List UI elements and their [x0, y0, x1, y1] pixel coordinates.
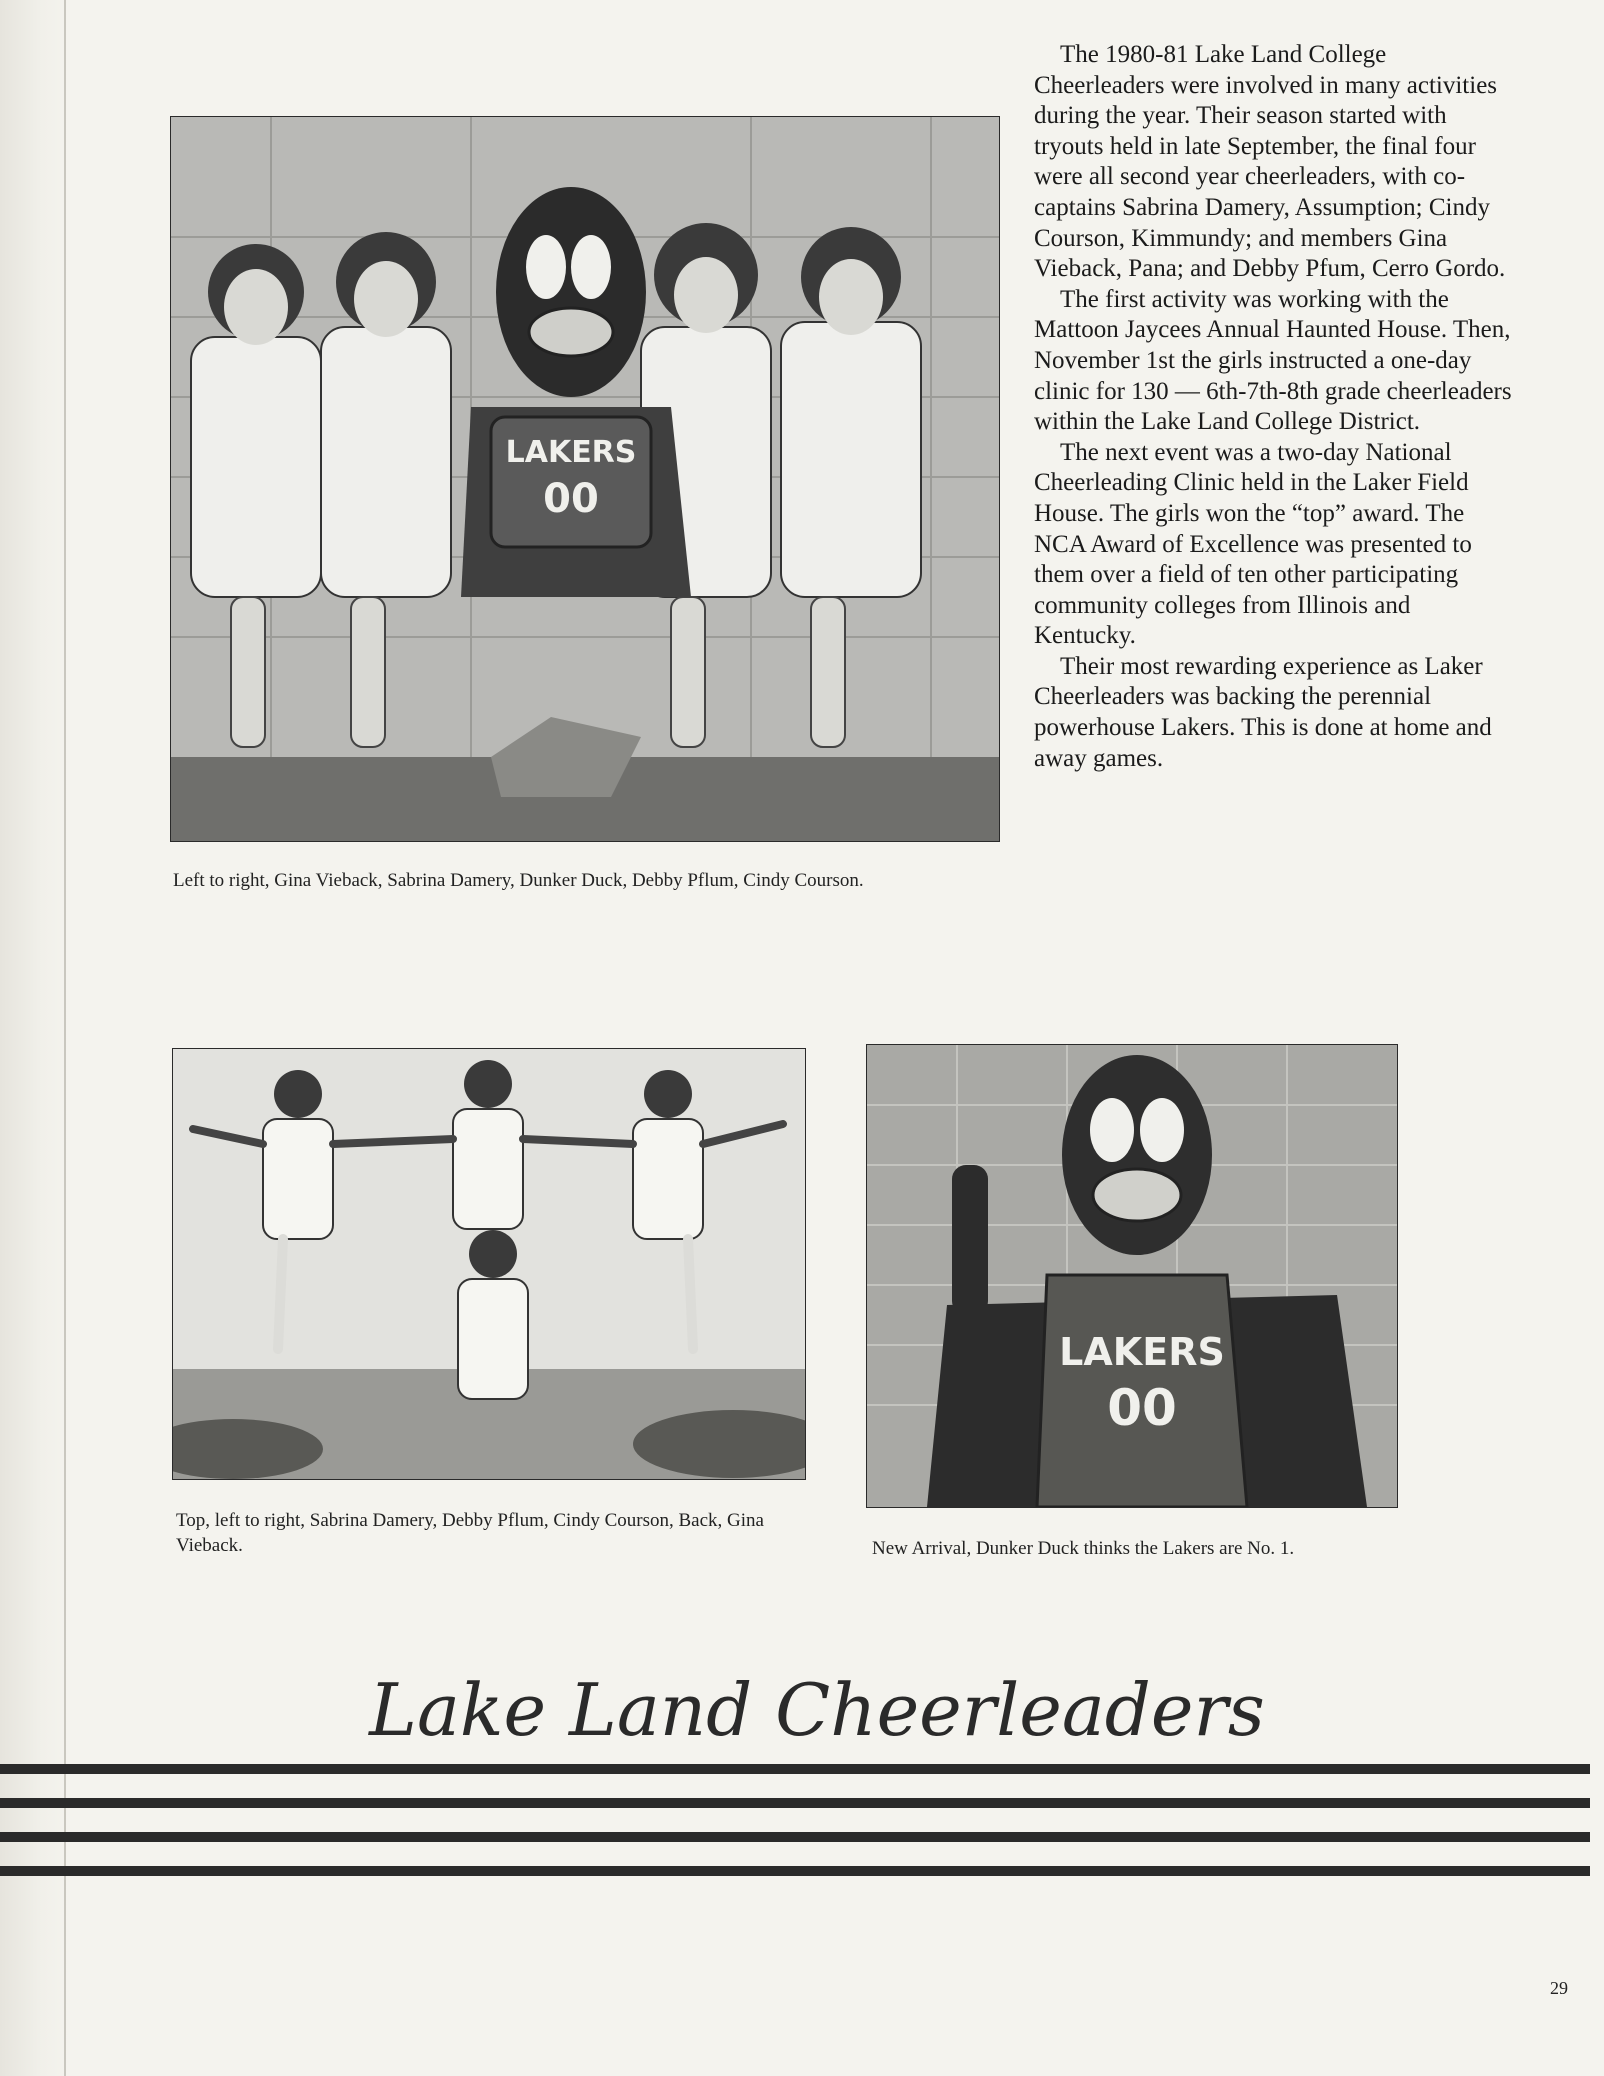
decorative-stripe — [0, 1866, 1590, 1876]
article-paragraph: The first activity was working with the Mattoon Jaycees Annual Haunted House. Then, November 1st the girls instructed a one-day clinic for 130 — 6th-7th-8th grade cheerleaders within the Lake Land College District. — [1034, 285, 1512, 436]
article-paragraph: The next event was a two-day National Cheerleading Clinic held in the Laker Field House. The girls won the “top” award. The NCA Award of Excellence was presented to them over a field of ten other participating community colleges from Illinois and Kentucky. — [1034, 438, 1472, 650]
mascot-closeup-jersey-number: 00 — [1107, 1379, 1177, 1437]
article-paragraph: Their most rewarding experience as Laker Cheerleaders was backing the perennial powerhouse Lakers. This is done at home and away games. — [1034, 652, 1492, 772]
pyramid-photo-caption: Top, left to right, Sabrina Damery, Debby Pflum, Cindy Courson, Back, Gina Vieback. — [176, 1510, 764, 1556]
decorative-stripe — [0, 1832, 1590, 1842]
pyramid-pose-photo — [172, 1048, 806, 1480]
page-number: 29 — [1550, 1978, 1568, 1998]
pyramid-photo-illustration — [173, 1049, 805, 1479]
group-photo-caption: Left to right, Gina Vieback, Sabrina Damery, Dunker Duck, Debby Pflum, Cindy Courson. — [173, 870, 864, 891]
mascot-jersey-text: LAKERS — [505, 435, 637, 470]
group-photo-with-mascot — [170, 116, 1000, 842]
mascot-closeup-jersey-text: LAKERS — [1059, 1330, 1225, 1374]
mascot-photo-illustration — [867, 1045, 1397, 1507]
article-body — [1034, 40, 1514, 774]
group-photo-illustration — [171, 117, 999, 841]
mascot-photo-caption: New Arrival, Dunker Duck thinks the Lakers are No. 1. — [872, 1538, 1295, 1559]
article-paragraph: The 1980-81 Lake Land College Cheerleaders were involved in many activities during the year. Their season started with tryouts held in late September, the final four were all second year cheerleaders, with co-captains Sabrina Damery, Assumption; Cindy Courson, Kimmundy; and members Gina Vieback, Pana; and Debby Pfum, Cerro Gordo. — [1034, 41, 1506, 283]
decorative-stripe — [0, 1798, 1590, 1808]
decorative-stripe — [0, 1764, 1590, 1774]
mascot-closeup-photo — [866, 1044, 1398, 1508]
mascot-jersey-number: 00 — [543, 476, 599, 522]
page-title: Lake Land Cheerleaders — [369, 1668, 1265, 1752]
